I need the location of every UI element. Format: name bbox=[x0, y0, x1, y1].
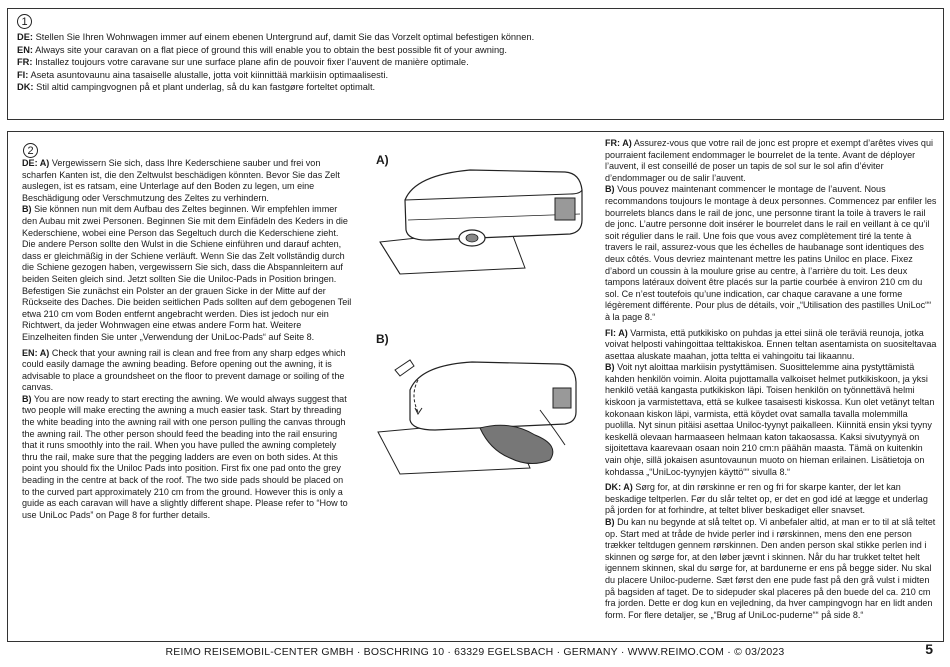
step-2-en-a: EN: A) Check that your awning rail is clean and free from any sharp edges which could easily damage the awning beading. Before opening out the awning, it is advisable to place a groundsheet on the floor to prevent damage or soiling of the canvas. B) You are now ready to start erecting the awning. We would always suggest that two people will make erecting the awning a much easier task. Start by threading the white beading into the awning rail with one person pulling the canvas through the awning rail. The other person should feed the beading into the rail ensuring that it runs smoothly into the rail. When you have pulled the awning completely thru the rail, make sure that the pegging ladders are even on both sides. At this point you should fix the Uniloc Pads into position. First fix one pad onto the grey beading in the centre at back of the roof. The two side pads should be placed on to the curved part approximately 210 cm from the ground. However this is only a guide as each caravan will have a slightly different shape. Please refer to “How to use UniLoc Pads” on Page 8 for further details. bbox=[22, 347, 348, 520]
step-number-2: 2 bbox=[23, 143, 38, 158]
step-2-fi: FI: A) Varmista, että putkikisko on puhdas ja ettei siinä ole teräviä reunoja, jotka voivat helposti vahingoittaa telttakiskoa. Ennen teltan asentamista on suositeltavaa asettaa aluskate maahan, jotta teltta ei vahingoitu tai likaannu. B) Voit nyt aloittaa markiisin pystyttämisen. Suosittelemme aina pystyttämistä kahden henkilön voimin. Aloita pujottamalla valkoiset helmet putkikiskoon, ja yksi henkilö vetää kangasta putkikiskon läpi. Toisen henkilön on työnnettävä helmi kiskoon ja varmistettava, että se kulkee tasaisesti kiskossa. Kun olet vetänyt teltan kokonaan kiskon läpi, varmista, että köydet ovat samalla tavalla molemmilla puolilla. Nyt sinun pitäisi asettaa Uniloc-tyynyt paikalleen. Kiinnitä ensin yksi tyyny keskellä olevaan harmaaseen helmaan katon takaosassa. Kaksi sivutyynyä on sijoitettava kaarevaan osaan noin 210 cm:n päähän maasta. Tämä on kuitenkin vain ohje, sillä jokaisen asuntovaunun muoto on hieman erilainen. Lisätietoja on kohdassa „“UniLoc-tyynyjen käyttö““ sivulla 8.“ bbox=[605, 327, 937, 477]
step-1-fr: FR: Installez toujours votre caravane sur une surface plane afin de pouvoir fixer l’auvent de manière optimale. bbox=[17, 57, 469, 67]
step-1-en: EN: Always site your caravan on a flat piece of ground this will enable you to obtain the best possible fit of your awning. bbox=[17, 44, 507, 55]
figure-a-label: A) bbox=[376, 153, 389, 167]
step-1-instructions bbox=[17, 31, 917, 94]
page-number: 5 bbox=[925, 641, 933, 657]
step-2-dk: DK: A) Sørg for, at din rørskinne er ren og fri for skarpe kanter, der let kan beskadige teltperlen. Før du slår teltet op, er det en god idé at lægge et underlag på jorden for at forhindre, at teltet bliver beskadiget eller snavset. B) Du kan nu begynde at slå teltet op. Vi anbefaler altid, at man er to til at slå teltet op. Start med at tråde de hvide perler ind i rørskinnen, mens den ene person trækker teltdugen gennem rørskinnen. Den anden person skal stikke perlen ind i skinnen og sørge for, at den løber jævnt i skinnen. Når du har trukket teltet helt igennem skinnen, skal du sørge for, at bardunerne er ens på begge sider. Nu skal du placere Uniloc-puderne. Sæt først den ene pude fast på den grå vulst i midten på bagsiden af taget. De to sidepuder skal placeres på den buede del ca. 210 cm fra jorden. Dette er dog kun en vejledning, da hver campingvogn har en lidt anden form. For flere detaljer, se „“Brug af UniLoc-puderne““ på side 8.“ bbox=[605, 482, 936, 620]
step-number-1: 1 bbox=[17, 14, 32, 29]
step-1-fi: FI: Aseta asuntovaunu aina tasaiselle alustalle, jotta voit kiinnittää markiisin optimaalisesti. bbox=[17, 69, 389, 80]
figure-b-threading-awning bbox=[360, 350, 600, 480]
figure-b-label: B) bbox=[376, 332, 389, 346]
step-1-de: DE: Stellen Sie Ihren Wohnwagen immer auf einem ebenen Untergrund auf, damit Sie das Vorzelt optimal befestigen können. bbox=[17, 32, 535, 42]
step-2-fr: FR: A) Assurez-vous que votre rail de jonc est propre et exempt d’arêtes vives qui pourraient facilement endommager le bourrelet de la tente. Avant de déployer l’auvent, il est conseillé de poser un tapis de sol sur le sol afin d’éviter d’endommager ou de salir l’auvent. B) Vous pouvez maintenant commencer le montage de l’auvent. Nous recommandons toujours le montage à deux personnes. Commencez par enfiler les bourrelets blancs dans le rail de jonc, une personne tirant la toile à travers le rail de jonc. L’autre personne doit insérer le bourrelet dans le rail en veillant à ce qu’il soit régulier dans le rail. Une fois que vous avez complètement tiré la tente à travers le rail, assurez-vous que les échelles de haubanage sont identiques des deux côtés. Vous devriez maintenant mettre les patins Uniloc en place. Fixez d’abord un coussin à la moulure grise au centre, à l’arrière du toit. Les deux tampons latéraux doivent être placés sur la partie courbée à environ 210 cm du sol. Ce n’est toutefois qu’une indication, car chaque caravane a une forme légèrement différente. Pour plus de détails, voir „“Utilisation des pastilles UniLoc““ à la page 8.“ bbox=[605, 138, 937, 322]
step-1-dk: DK: Stil altid campingvognen på et plant underlag, så du kan fastgøre forteltet optimalt. bbox=[17, 82, 376, 92]
step-2-de-a: DE: A) Vergewissern Sie sich, dass Ihre Kederschiene sauber und frei von scharfen Kanten ist, die den Zeltwulst beschädigen könnten. Bevor Sie das Zelt auslegen, ist es ratsam, eine Unterlage auf den Boden zu legen, um eine Beschädigung oder Verschmutzung des Zeltes zu verhindern. B) Sie können nun mit dem Aufbau des Zeltes beginnen. Wir empfehlen immer den Aubau mit zwei Personen. Beginnen Sie mit dem Einfädeln des Keders in die Kederschiene, wobei eine Person das Segeltuch durch die Kederschiene zieht. Die andere Person sollte den Wulst in die Schiene einführen und darauf achten, dass er gleichmäßig in der Schiene verläuft. Wenn Sie das Zelt vollständig durch die Schiene gezogen haben, vergewissern Sie sich, dass die Abspannleitern auf beiden Seiten gleich sind. Jetzt sollten Sie die Uniloc-Pads in Position bringen. Befestigen Sie zunächst ein Polster an der grauen Sicke in der Mitte auf der Rückseite des Daches. Die beiden seitlichen Pads sollten auf dem gebogenen Teil etwa 210 cm vom Boden entfernt angebracht werden. Dies ist jedoch nur ein Richtwert, da jeder Wohnwagen eine etwas andere Form hat. Weitere Einzelheiten finden Sie unter „Verwendung der UniLoc-Pads“ auf Seite 8. bbox=[22, 158, 352, 342]
step-2-right-column bbox=[605, 138, 937, 625]
step-2-left-column bbox=[22, 158, 352, 525]
page-footer: REIMO REISEMOBIL-CENTER GMBH · BOSCHRING 10 · 63329 EGELSBACH · GERMANY · WWW.REIMO.COM · © 03/2023 bbox=[165, 646, 785, 658]
figure-a-caravan-groundsheet bbox=[360, 150, 600, 280]
